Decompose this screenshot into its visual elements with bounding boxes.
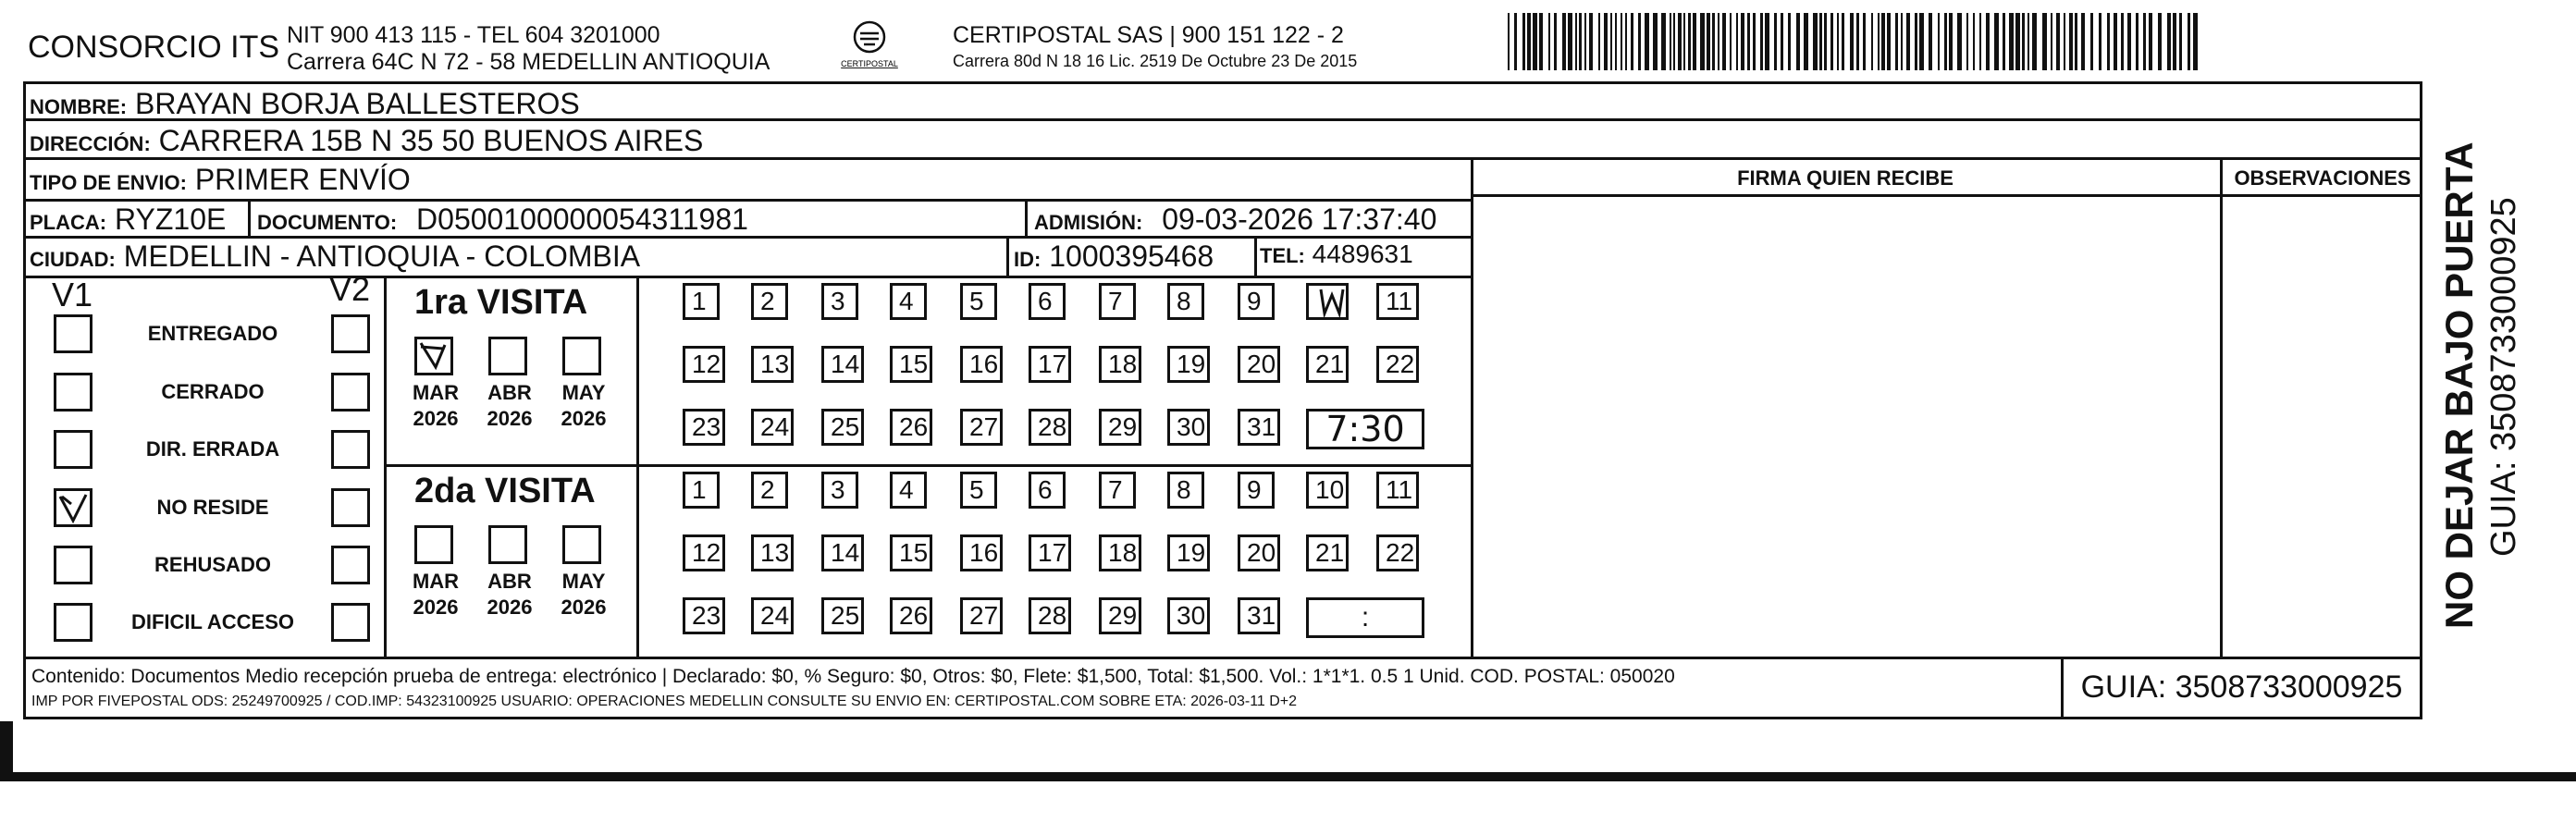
day-checkbox[interactable]: 18 <box>1099 534 1141 571</box>
v1-checkbox[interactable] <box>54 603 92 642</box>
day-checkbox[interactable]: 12 <box>683 346 725 383</box>
day-checkbox[interactable]: 1 <box>683 283 720 320</box>
day-checkbox[interactable]: 22 <box>1376 346 1419 383</box>
barcode-bar <box>1598 13 1600 70</box>
barcode-bar <box>2149 13 2152 70</box>
year-label: 2026 <box>413 596 459 619</box>
tel-row <box>1260 240 1413 269</box>
barcode-bar <box>1901 13 1903 70</box>
v2-checkbox[interactable] <box>331 430 370 469</box>
barcode-bar <box>1579 13 1582 70</box>
v1-checkbox[interactable] <box>54 373 92 412</box>
day-checkbox[interactable]: 6 <box>1029 283 1066 320</box>
barcode-bar <box>1673 13 1675 70</box>
barcode-bar <box>1568 13 1572 70</box>
id-label: ID: <box>1014 248 1041 271</box>
barcode-bar <box>1688 13 1691 70</box>
barcode-bar <box>1621 13 1622 70</box>
day-checkbox[interactable]: 11 <box>1376 472 1419 509</box>
id-value: 1000395468 <box>1049 240 1214 273</box>
barcode-bar <box>1747 13 1750 70</box>
day-checkbox[interactable]: 25 <box>821 409 864 446</box>
check-mark-icon <box>56 491 90 524</box>
day-checkbox[interactable]: 10 <box>1306 472 1349 509</box>
barcode-bar <box>2015 13 2020 70</box>
day-checkbox[interactable]: 26 <box>890 597 932 634</box>
month-checkbox[interactable] <box>414 337 453 375</box>
day-checkbox[interactable]: 7 <box>1099 283 1136 320</box>
day-checkbox[interactable]: 23 <box>683 597 725 634</box>
barcode-bar <box>1796 13 1800 70</box>
barcode-bar <box>1788 13 1791 70</box>
tel-value: 4489631 <box>1312 240 1413 268</box>
barcode-bar <box>2064 13 2065 70</box>
barcode-bar <box>1957 13 1962 70</box>
barcode-bar <box>1625 13 1627 70</box>
day-checkbox[interactable]: 18 <box>1099 346 1141 383</box>
barcode-bar <box>2051 13 2052 70</box>
day-checkbox[interactable]: 21 <box>1306 346 1349 383</box>
barcode-bar <box>1813 13 1818 70</box>
barcode-bar <box>1765 13 1769 70</box>
barcode-bar <box>2179 13 2182 70</box>
barcode-bar <box>1678 13 1682 70</box>
barcode-bar <box>1670 13 1671 70</box>
day-checkbox[interactable]: 14 <box>821 534 864 571</box>
day-checkbox[interactable]: 31 <box>1238 597 1280 634</box>
barcode-bar <box>1973 13 1975 70</box>
barcode-bar <box>1919 13 1924 70</box>
v1-checkbox[interactable] <box>54 430 92 469</box>
admission-value: 09-03-2026 17:37:40 <box>1162 203 1437 236</box>
barcode-bar <box>2042 13 2047 70</box>
day-checkbox[interactable]: 29 <box>1099 597 1141 634</box>
day-checkbox[interactable]: 2 <box>751 283 788 320</box>
v2-checkbox[interactable] <box>331 546 370 584</box>
admission-row <box>1034 203 1436 237</box>
barcode-bar <box>1979 13 1981 70</box>
barcode-bar <box>1730 13 1732 70</box>
svg-text:CERTIPOSTAL: CERTIPOSTAL <box>841 59 898 68</box>
barcode-bar <box>1753 13 1756 70</box>
day-checkbox[interactable]: 11 <box>1376 283 1419 320</box>
day-checkbox[interactable]: 31 <box>1238 409 1280 446</box>
day-checkbox[interactable]: 4 <box>890 472 927 509</box>
barcode-bar <box>2114 13 2117 70</box>
barcode-bar <box>1533 13 1537 70</box>
v2-label: V2 <box>329 270 371 308</box>
day-checkbox[interactable]: 17 <box>1029 534 1071 571</box>
city-row <box>30 240 640 274</box>
barcode-bar <box>1707 13 1710 70</box>
day-checkbox[interactable]: 9 <box>1238 472 1275 509</box>
month-label: ABR <box>487 381 532 404</box>
status-option-label: ENTREGADO <box>147 322 278 345</box>
barcode-bar <box>2143 13 2146 70</box>
barcode-bar <box>1645 13 1649 70</box>
status-option-label: DIR. ERRADA <box>145 437 280 461</box>
observations-header: OBSERVACIONES <box>2234 166 2411 190</box>
barcode-bar <box>1819 13 1822 70</box>
barcode-bar <box>1638 13 1641 70</box>
check-mark-icon <box>417 339 450 373</box>
city-value: MEDELLIN - ANTIOQUIA - COLOMBIA <box>123 240 641 273</box>
month-checkbox[interactable] <box>562 525 601 564</box>
day-checkbox[interactable]: 28 <box>1029 409 1071 446</box>
barcode-bar <box>2099 13 2101 70</box>
recipient-name: BRAYAN BORJA BALLESTEROS <box>135 87 580 120</box>
day-checkbox[interactable]: 12 <box>683 534 725 571</box>
barcode-bar <box>1700 13 1705 70</box>
barcode-bar <box>1850 13 1854 70</box>
barcode-bar <box>2188 13 2190 70</box>
barcode-bar <box>1856 13 1859 70</box>
day-checkbox[interactable]: 28 <box>1029 597 1071 634</box>
barcode-bar <box>2009 13 2014 70</box>
year-label: 2026 <box>413 407 459 430</box>
plate-value: RYZ10E <box>115 203 227 236</box>
company-address: Carrera 64C N 72 - 58 MEDELLIN ANTIOQUIA <box>287 49 770 75</box>
footer-content: Contenido: Documentos Medio recepción prueba de entrega: electrónico | Declarado: $0, % Seguro: $0, Otros: $0, Flete: $1,500, Total: $1,500. Vol.: 1*1*1. 0.5 1 Unid. COD. POSTAL: 050020 <box>31 666 1675 687</box>
side-guia: GUIA: 3508733000925 <box>2484 197 2523 557</box>
year-label: 2026 <box>487 407 533 430</box>
barcode-bar <box>2173 13 2176 70</box>
barcode-bar <box>1610 13 1612 70</box>
barcode-bar <box>2167 13 2171 70</box>
barcode-bar <box>2158 13 2162 70</box>
day-checkbox[interactable]: 8 <box>1167 472 1204 509</box>
v1-checkbox[interactable] <box>54 488 92 527</box>
month-checkbox[interactable] <box>488 337 527 375</box>
day-checkbox[interactable]: 14 <box>821 346 864 383</box>
day-checkbox[interactable]: 19 <box>1167 534 1210 571</box>
month-label: MAY <box>561 381 606 404</box>
day-checkbox[interactable]: 30 <box>1167 597 1210 634</box>
barcode-bar <box>1548 13 1550 70</box>
barcode-bar <box>1929 13 1932 70</box>
status-option-label: CERRADO <box>161 380 265 403</box>
barcode-bar <box>1631 13 1633 70</box>
barcode-bar <box>2127 13 2131 70</box>
barcode-bar <box>1938 13 1940 70</box>
day-checkbox[interactable]: 5 <box>960 472 997 509</box>
barcode-bar <box>1906 13 1910 70</box>
first-visit-title: 1ra VISITA <box>414 283 588 322</box>
barcode-bar <box>1615 13 1617 70</box>
barcode-bar <box>2075 13 2077 70</box>
barcode-bar <box>1693 13 1696 70</box>
ship-type-row <box>30 163 411 197</box>
barcode-bar <box>2032 13 2037 70</box>
barcode-bar <box>1949 13 1953 70</box>
barcode-bar <box>1871 13 1873 70</box>
day-checkbox[interactable]: 3 <box>821 472 858 509</box>
barcode-bar <box>2090 13 2093 70</box>
barcode-bar <box>2136 13 2138 70</box>
barcode-bar <box>1562 13 1566 70</box>
barcode-bar <box>1736 13 1738 70</box>
day-checkbox[interactable]: 16 <box>960 346 1003 383</box>
name-row <box>30 87 580 121</box>
plate-row <box>30 203 226 237</box>
barcode-bar <box>1781 13 1783 70</box>
status-option-label: DIFICIL ACCESO <box>130 610 294 633</box>
day-checkbox[interactable]: 16 <box>960 534 1003 571</box>
side-warning: NO DEJAR BAJO PUERTA <box>2437 141 2481 629</box>
barcode-bar <box>1887 13 1891 70</box>
v1-label: V1 <box>52 276 93 313</box>
day-checkbox[interactable]: 24 <box>751 597 794 634</box>
barcode-bar <box>1527 13 1531 70</box>
day-checkbox[interactable]: 27 <box>960 409 1003 446</box>
barcode-bar <box>1830 13 1833 70</box>
day-checkbox[interactable]: 4 <box>890 283 927 320</box>
day-checkbox[interactable]: 25 <box>821 597 864 634</box>
barcode-bar <box>2107 13 2110 70</box>
day-checkbox[interactable]: 22 <box>1376 534 1419 571</box>
day-checkbox[interactable]: 5 <box>960 283 997 320</box>
barcode-bar <box>1554 13 1557 70</box>
day-checkbox[interactable]: 24 <box>751 409 794 446</box>
day-checkbox[interactable]: 26 <box>890 409 932 446</box>
barcode-bar <box>1683 13 1685 70</box>
visit-time-field[interactable]: : <box>1306 597 1424 638</box>
recipient-address: CARRERA 15B N 35 50 BUENOS AIRES <box>158 124 704 157</box>
year-label: 2026 <box>561 596 607 619</box>
barcode-bar <box>1774 13 1777 70</box>
footer-guia: GUIA: 3508733000925 <box>2080 669 2403 705</box>
document-value: D0500100000054311981 <box>416 203 748 236</box>
barcode-bar <box>1604 13 1608 70</box>
day-checkbox[interactable]: 17 <box>1029 346 1071 383</box>
ship-type: PRIMER ENVÍO <box>194 163 411 196</box>
name-label: NOMBRE: <box>30 95 128 118</box>
id-row <box>1014 240 1214 274</box>
day-checkbox[interactable]: 29 <box>1099 409 1141 446</box>
barcode-bar <box>1718 13 1719 70</box>
tel-label: TEL: <box>1260 244 1305 267</box>
document-label: DOCUMENTO: <box>257 211 398 234</box>
barcode-bar <box>1539 13 1543 70</box>
ship-type-label: TIPO DE ENVIO: <box>30 171 187 194</box>
plate-label: PLACA: <box>30 211 107 234</box>
day-checkbox[interactable]: 20 <box>1238 534 1280 571</box>
barcode-bar <box>1522 13 1525 70</box>
v1-checkbox[interactable] <box>54 546 92 584</box>
month-checkbox[interactable] <box>414 525 453 564</box>
barcode-bar <box>2056 13 2060 70</box>
address-row <box>30 124 703 158</box>
barcode-bar <box>2069 13 2073 70</box>
v2-checkbox[interactable] <box>331 314 370 353</box>
barcode-bar <box>1986 13 1990 70</box>
second-visit-title: 2da VISITA <box>414 472 596 510</box>
company-nit-tel: NIT 900 413 115 - TEL 604 3201000 <box>287 22 660 48</box>
v1-checkbox[interactable] <box>54 314 92 353</box>
month-checkbox[interactable] <box>488 525 527 564</box>
day-checkbox[interactable]: 27 <box>960 597 1003 634</box>
barcode-bar <box>1915 13 1917 70</box>
signature-header: FIRMA QUIEN RECIBE <box>1737 166 1954 190</box>
barcode-bar <box>1584 13 1586 70</box>
barcode-bar <box>1824 13 1827 70</box>
month-label: MAR <box>412 381 460 404</box>
day-checkbox[interactable]: 3 <box>821 283 858 320</box>
barcode-bar <box>1837 13 1839 70</box>
barcode-bar <box>1895 13 1898 70</box>
carrier-address: Carrera 80d N 18 16 Lic. 2519 De Octubre 23 De 2015 <box>953 52 1358 70</box>
day-checkbox[interactable]: 23 <box>683 409 725 446</box>
barcode-bar <box>2022 13 2025 70</box>
barcode-bar <box>1863 13 1866 70</box>
barcode-bar <box>2028 13 2029 70</box>
barcode-bar <box>1878 13 1880 70</box>
month-label: ABR <box>487 570 532 593</box>
status-option-label: NO RESIDE <box>156 496 269 519</box>
barcode-bar <box>1508 13 1510 70</box>
document-row <box>257 203 748 237</box>
status-option-label: REHUSADO <box>154 553 271 576</box>
address-label: DIRECCIÓN: <box>30 132 151 155</box>
barcode-bar <box>1966 13 1968 70</box>
year-label: 2026 <box>561 407 607 430</box>
barcode-bar <box>1575 13 1577 70</box>
barcode-bar <box>1760 13 1763 70</box>
company-name: CONSORCIO ITS <box>28 30 280 65</box>
day-checkbox[interactable]: 2 <box>751 472 788 509</box>
carrier-name: CERTIPOSTAL SAS | 900 151 122 - 2 <box>953 22 1344 48</box>
day-checkbox[interactable]: 15 <box>890 534 932 571</box>
day-checkbox[interactable]: 8 <box>1167 283 1204 320</box>
day-checkbox[interactable]: 19 <box>1167 346 1210 383</box>
day-checkbox[interactable]: 1 <box>683 472 720 509</box>
barcode-bar <box>1514 13 1517 70</box>
barcode-bar <box>1842 13 1844 70</box>
year-label: 2026 <box>487 596 533 619</box>
barcode-bar <box>1944 13 1947 70</box>
day-checkbox[interactable]: 15 <box>890 346 932 383</box>
day-checkbox[interactable]: 30 <box>1167 409 1210 446</box>
v2-checkbox[interactable] <box>331 488 370 527</box>
barcode-bar <box>1589 13 1593 70</box>
barcode-bar <box>1722 13 1726 70</box>
barcode-bar <box>1994 13 1999 70</box>
barcode-bar <box>2003 13 2005 70</box>
barcode-bar <box>2193 13 2198 70</box>
v2-checkbox[interactable] <box>331 603 370 642</box>
barcode-bar <box>1741 13 1744 70</box>
barcode-bar <box>1712 13 1715 70</box>
day-checkbox[interactable]: 7 <box>1099 472 1136 509</box>
day-checkbox[interactable]: 13 <box>751 346 794 383</box>
month-label: MAR <box>412 570 460 593</box>
barcode <box>1508 13 2201 70</box>
day-checkbox[interactable]: 6 <box>1029 472 1066 509</box>
barcode-bar <box>1653 13 1658 70</box>
city-label: CIUDAD: <box>30 248 116 271</box>
day-mark-icon <box>1315 286 1349 317</box>
barcode-bar <box>2081 13 2085 70</box>
day-checkbox[interactable]: 20 <box>1238 346 1280 383</box>
month-label: MAY <box>561 570 606 593</box>
day-checkbox[interactable] <box>1306 283 1349 320</box>
visit-time-field[interactable]: 7:30 <box>1306 409 1424 449</box>
v2-checkbox[interactable] <box>331 373 370 412</box>
day-checkbox[interactable]: 13 <box>751 534 794 571</box>
day-checkbox[interactable]: 9 <box>1238 283 1275 320</box>
day-checkbox[interactable]: 21 <box>1306 534 1349 571</box>
footer-imp: IMP POR FIVEPOSTAL ODS: 25249700925 / COD.IMP: 54323100925 USUARIO: OPERACIONES MEDELLIN CONSULTE SU ENVIO EN: CERTIPOSTAL.COM SOBRE ETA: 2026-03-11 D+2 <box>31 694 1298 709</box>
barcode-bar <box>1881 13 1885 70</box>
month-checkbox[interactable] <box>562 337 601 375</box>
barcode-bar <box>1661 13 1666 70</box>
admission-label: ADMISIÓN: <box>1034 211 1143 234</box>
certipostal-logo <box>832 18 906 74</box>
barcode-bar <box>2121 13 2124 70</box>
barcode-bar <box>1804 13 1808 70</box>
